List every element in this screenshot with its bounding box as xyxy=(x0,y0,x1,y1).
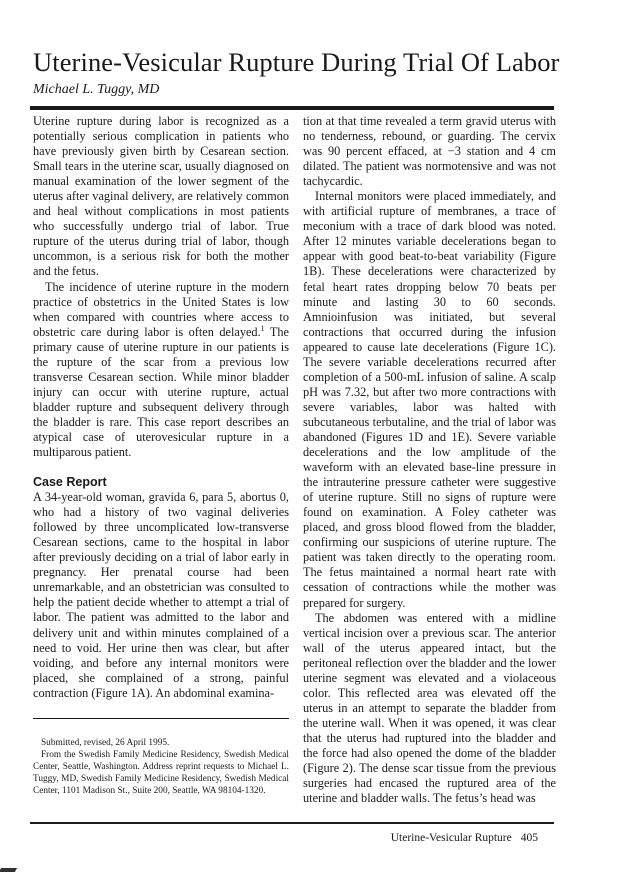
header-rule xyxy=(30,106,554,110)
article-author: Michael L. Tuggy, MD xyxy=(33,82,160,97)
case-report-paragraph: A 34-year-old woman, gravida 6, para 5, abortus 0, who had a history of two vaginal deliveries followed by three uncomplicated low-transverse Cesarean sections, came to the hospital in labor after previously deciding on a trial of labor early in pregnancy. Her prenatal course had been unremarkable, and an obstetrician was consulted to help the patient decide whether to attempt a trial of labor. The patient was admitted to the labor and delivery unit and within minutes complained of a need to void. Her urine then was clear, but after voiding, and before any internal monitors were placed, she complained of a strong, painful contraction (Figure 1A). An abdominal examina- xyxy=(33,490,289,700)
article-title: Uterine-Vesicular Rupture During Trial Of Labor xyxy=(33,47,560,77)
footnote-affiliation: From the Swedish Family Medicine Residency, Swedish Medical Center, Seattle, Washington. Address reprint requests to Michael L. Tuggy, MD, Swedish Family Medicine Residency, Swedish Medical Center, 1101 Madison St., Suite 200, Seattle, WA 98104-1320. xyxy=(33,750,289,796)
incidence-paragraph xyxy=(33,280,289,461)
footnote-submitted: Submitted, revised, 26 April 1995. xyxy=(41,738,170,748)
surgery-paragraph: The abdomen was entered with a midline vertical incision over a previous scar. The anterior wall of the uterus appeared intact, but the peritoneal reflection over the bladder and the lower uterine segment was elevated and a violaceous color. This reflected area was elevated off the uterus in an attempt to separate the bladder from the uterine wall. When it was opened, it was clear that the uterus had ruptured into the bladder and the force had also opened the dome of the bladder (Figure 2). The dense scar tissue from the previous surgeries had encased the ruptured area of the uterine and bladder walls. The fetus’s head was xyxy=(303,610,556,806)
exam-paragraph: tion at that time revealed a term gravid uterus with no tenderness, rebound, or guarding. The cervix was 90 percent effaced, at −3 station and 4 cm dilated. The patient was normotensive and was not tachycardic. xyxy=(303,114,556,189)
monitoring-paragraph: Internal monitors were placed immediately, and with artificial rupture of membranes, a trace of meconium with a trace of dark blood was noted. After 12 minutes variable decelerations began to appear with good beat-to-beat variability (Figure 1B). These decelerations were characterized by fetal heart rates dropping below 70 beats per minute and lasting 30 to 60 seconds. Amnioinfusion was initiated, but several contractions that occurred during the infusion appeared to cause late decelerations (Figure 1C). The severe variable decelerations recurred after completion of a 500-mL infusion of saline. A scalp pH was 7.32, but after two more contractions with severe variables, labor was halted with subcutaneous terbutaline, and the trial of labor was abandoned (Figures 1D and 1E). Severe variable decelerations and the low amplitude of the waveform with an elevated base-line pressure in the intrauterine pressure catheter were suggestive of uterine rupture. Still no signs of rupture were found on examination. A Foley catheter was placed, and gross blood flowed from the bladder, confirming our suspicions of uterine rupture. The patient was taken directly to the operating room. The fetus maintained a normal heart rate with cessation of contractions while the mother was prepared for surgery. xyxy=(303,189,556,610)
footnote-rule xyxy=(33,718,289,719)
section-heading-case-report: Case Report xyxy=(33,475,107,490)
running-footer xyxy=(391,832,538,844)
intro-paragraph: Uterine rupture during labor is recognized as a potentially serious complication in patients who have previously given birth by Cesarean section. Small tears in the uterine scar, usually diagnosed on manual examination of the lower segment of the uterus after vaginal delivery, are relatively common and heal without complications in most patients who successfully undergo trial of labor. True rupture of the uterus during trial of labor, though uncommon, is a serious risk for both the mother and the fetus. xyxy=(33,114,289,279)
incidence-text-cont: The primary cause of uterine rupture in our patients is the rupture of the scar from a previous low transverse Cesarean section. While minor bladder injury can occur with uterine rupture, actual bladder rupture and subsequent delivery through the bladder is rare. This case report describes an atypical case of uterovesicular rupture in a multiparous patient. xyxy=(33,324,289,460)
left-column xyxy=(33,114,289,701)
right-column xyxy=(303,114,556,806)
footer-rule xyxy=(30,822,554,824)
scan-artifact xyxy=(0,868,17,872)
page-number: 405 xyxy=(520,832,538,844)
footnote xyxy=(33,737,289,797)
running-footer-title: Uterine-Vesicular Rupture xyxy=(390,832,512,844)
reference-marker: 1 xyxy=(260,323,265,333)
incidence-text: The incidence of uterine rupture in the modern practice of obstetrics in the United States is low when compared with countries where access to obstetric care during labor is often delayed. xyxy=(33,279,289,339)
